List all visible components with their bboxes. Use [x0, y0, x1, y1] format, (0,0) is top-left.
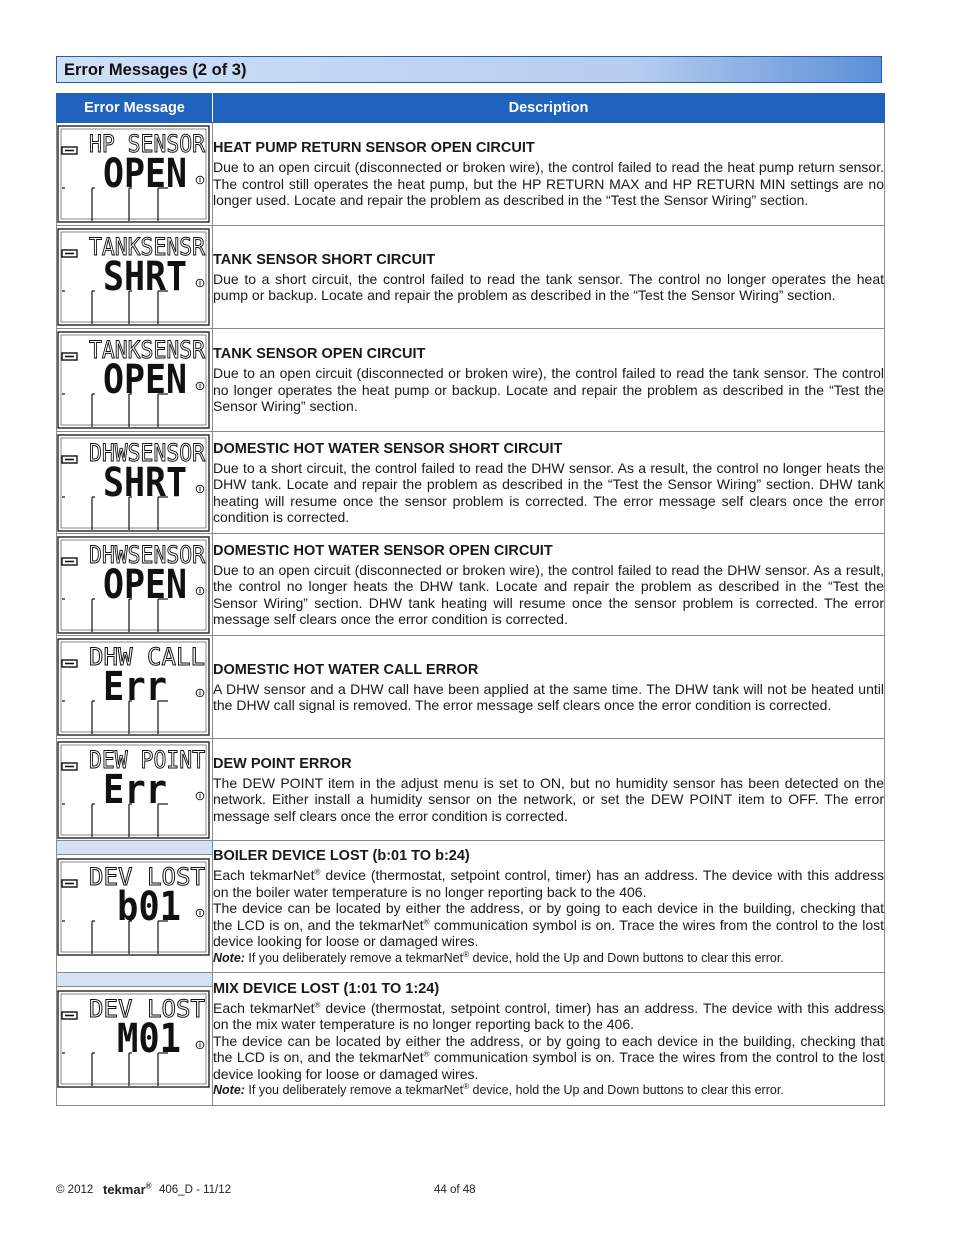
registered-mark: ®	[463, 949, 470, 959]
lcd-display-cell	[57, 226, 213, 329]
text-span: Each tekmarNet	[213, 999, 315, 1016]
lcd-display	[57, 638, 211, 736]
lcd-display	[57, 125, 211, 223]
table-row	[57, 432, 885, 534]
table-row	[57, 739, 885, 841]
registered-mark: ®	[314, 867, 321, 877]
error-title: MIX DEVICE LOST (1:01 TO 1:24)	[213, 980, 440, 997]
lcd-display-cell	[57, 841, 213, 973]
lcd-display-cell	[57, 739, 213, 841]
column-header-error-message: Error Message	[57, 94, 213, 123]
lcd-display	[57, 228, 211, 326]
lcd-display-cell	[57, 534, 213, 636]
error-title: DEW POINT ERROR	[213, 755, 352, 772]
table-row	[57, 534, 885, 636]
error-description: Due to an open circuit (disconnected or broken wire), the control failed to read the heat pump return sensor. The control still operates the heat pump, but the HP RETURN MAX and HP RETURN MIN settings are no longer used. Locate and repair the problem as described in the “Test the Sensor Wiring” section.	[213, 159, 884, 209]
text-span: device (thermostat, setpoint control, timer) has an address. The device with this address on the mix water temperature is no longer reporting back to the 406.	[213, 999, 884, 1033]
lcd-display	[57, 331, 211, 429]
lcd-display-cell	[57, 636, 213, 739]
lcd-main-text: SHRT	[103, 254, 187, 300]
description-cell	[213, 636, 885, 739]
lcd-main-text: SHRT	[103, 459, 187, 506]
error-paragraph-2	[213, 1033, 884, 1083]
text-span: communication symbol is on. Trace the wires from the control to the lost device looking for loose or damaged wires.	[213, 1049, 884, 1082]
lcd-display	[57, 434, 211, 532]
lcd-main-text: OPEN	[103, 561, 187, 608]
error-title: HEAT PUMP RETURN SENSOR OPEN CIRCUIT	[213, 140, 535, 157]
lcd-top-text: HP SENSOR	[89, 130, 206, 158]
table-row	[57, 226, 885, 329]
error-paragraph-1	[213, 867, 884, 900]
error-title: DOMESTIC HOT WATER SENSOR OPEN CIRCUIT	[213, 542, 553, 559]
cell-shading-strip	[57, 973, 212, 987]
lcd-display	[57, 536, 211, 634]
error-messages-table	[56, 93, 885, 1106]
section-title: Error Messages (2 of 3)	[64, 61, 247, 79]
note-label: Note:	[213, 1083, 245, 1098]
table-header-row	[57, 94, 885, 123]
registered-mark: ®	[423, 1049, 430, 1059]
error-title: DOMESTIC HOT WATER SENSOR SHORT CIRCUIT	[213, 440, 563, 457]
text-span: device, hold the Up and Down buttons to clear this error.	[469, 1083, 784, 1098]
error-description: Due to an open circuit (disconnected or broken wire), the control failed to read the tank sensor. The control no longer operates the heat pump or backup. Locate and repair the problem as described in the “Test the Sensor Wiring” section.	[213, 365, 884, 415]
error-note	[213, 950, 884, 966]
table-row	[57, 841, 885, 973]
error-title: TANK SENSOR SHORT CIRCUIT	[213, 251, 436, 268]
description-cell	[213, 841, 885, 973]
description-cell	[213, 123, 885, 226]
brand-registered-mark: ®	[145, 1181, 152, 1191]
error-description: Due to a short circuit, the control failed to read the DHW sensor. As a result, the control no longer heats the DHW tank. Locate and repair the problem as described in the “Test the Sensor Wiring” section. DHW tank heating will resume once the sensor problem is corrected. The error message self clears once the error condition is corrected.	[213, 459, 884, 525]
text-span: communication symbol is on. Trace the wires from the control to the lost device looking for loose or damaged wires.	[213, 916, 884, 950]
description-cell	[213, 329, 885, 432]
lcd-display-cell	[57, 432, 213, 534]
registered-mark: ®	[314, 1000, 321, 1010]
table-row	[57, 329, 885, 432]
description-cell	[213, 226, 885, 329]
text-span: If you deliberately remove a tekmarNet	[244, 950, 464, 965]
text-span: The device can be located by either the address, or by going to each device in the building, checking that the LCD is on, and the tekmarNet	[213, 1032, 884, 1066]
section-header	[56, 56, 882, 83]
footer-brand	[103, 1182, 152, 1197]
table-row	[57, 973, 885, 1106]
lcd-top-text: TANKSENSR	[89, 233, 206, 261]
table-row	[57, 636, 885, 739]
table-row	[57, 123, 885, 226]
text-span: If you deliberately remove a tekmarNet	[244, 1083, 464, 1098]
lcd-top-text: DHWSENSOR	[89, 438, 206, 467]
description-cell	[213, 973, 885, 1106]
error-paragraph-1	[213, 1000, 884, 1033]
error-note	[213, 1082, 884, 1098]
error-paragraph-2	[213, 900, 884, 950]
brand-logo-text: tekmar	[103, 1182, 146, 1197]
lcd-main-text: OPEN	[103, 151, 187, 197]
error-description: The DEW POINT item in the adjust menu is set to ON, but no humidity sensor has been detected on the network. Either install a humidity sensor on the network, or set the DEW POINT item to OFF. The error message self clears once the error condition is corrected.	[213, 774, 884, 824]
error-title: TANK SENSOR OPEN CIRCUIT	[213, 346, 426, 363]
lcd-main-text: Err	[103, 664, 167, 710]
lcd-top-text: DEV LOST	[89, 995, 205, 1023]
error-description: A DHW sensor and a DHW call have been applied at the same time. The DHW tank will not be heated until the DHW call signal is removed. The error message self clears once the error condition is corrected.	[213, 680, 884, 713]
lcd-display-cell	[57, 329, 213, 432]
lcd-main-text: Err	[103, 766, 167, 813]
lcd-top-text: TANKSENSR	[89, 336, 206, 364]
error-title: DOMESTIC HOT WATER CALL ERROR	[213, 661, 479, 678]
lcd-top-text: DEV LOST	[89, 863, 205, 891]
error-description: Due to a short circuit, the control failed to read the tank sensor. The control no longer operates the heat pump or backup. Locate and repair the problem as described in the “Test the Sensor Wiring” section.	[213, 270, 884, 303]
lcd-top-text: DEW POINT	[89, 745, 205, 774]
footer-copyright: © 2012	[56, 1184, 94, 1196]
lcd-main-text: OPEN	[103, 357, 187, 403]
cell-shading-strip	[57, 841, 212, 855]
footer-doc-code: 406_D - 11/12	[159, 1184, 232, 1196]
note-label: Note:	[213, 950, 245, 965]
lcd-top-text: DHW CALL	[89, 643, 205, 671]
error-title: BOILER DEVICE LOST (b:01 TO b:24)	[213, 848, 470, 865]
text-span: Each tekmarNet	[213, 867, 315, 884]
lcd-top-text: DHWSENSOR	[89, 540, 206, 569]
text-span: device (thermostat, setpoint control, timer) has an address. The device with this address on the boiler water temperature is no longer reporting back to the 406.	[213, 867, 884, 900]
registered-mark: ®	[423, 917, 430, 927]
registered-mark: ®	[463, 1082, 470, 1092]
text-span: The device can be located by either the address, or by going to each device in the building, checking that the LCD is on, and the tekmarNet	[213, 900, 884, 933]
lcd-display	[57, 741, 211, 839]
lcd-display	[57, 990, 211, 1088]
description-cell	[213, 432, 885, 534]
lcd-main-text: M01	[117, 1016, 181, 1062]
lcd-display-cell	[57, 123, 213, 226]
column-header-description: Description	[213, 94, 885, 123]
text-span: device, hold the Up and Down buttons to clear this error.	[469, 950, 784, 965]
lcd-display	[57, 858, 211, 956]
footer-page-number: 44 of 48	[434, 1184, 476, 1196]
description-cell	[213, 739, 885, 841]
lcd-main-text: b01	[117, 884, 181, 930]
error-description: Due to an open circuit (disconnected or broken wire), the control failed to read the DHW sensor. As a result, the control no longer heats the DHW tank. Locate and repair the problem as described in the “Test the Sensor Wiring” section. DHW tank heating will resume once the sensor problem is corrected. The error message self clears once the error condition is corrected.	[213, 561, 884, 627]
description-cell	[213, 534, 885, 636]
lcd-display-cell	[57, 973, 213, 1106]
